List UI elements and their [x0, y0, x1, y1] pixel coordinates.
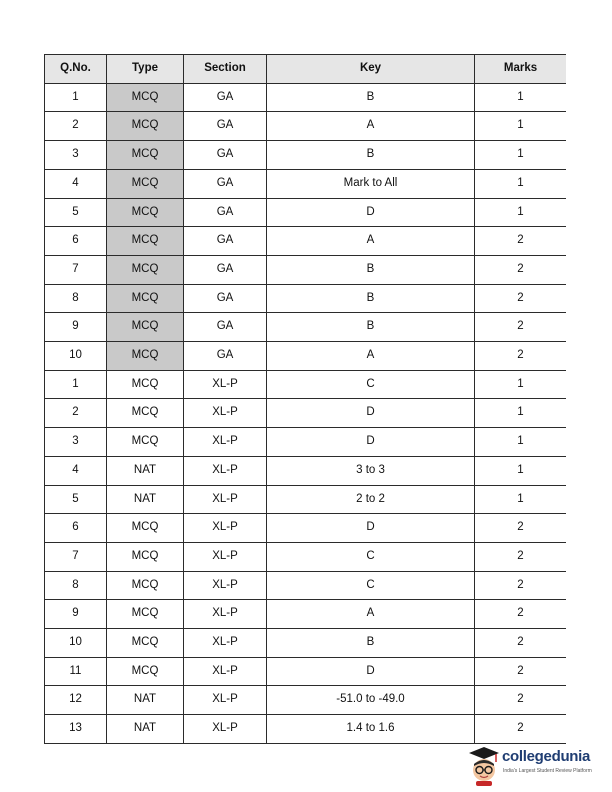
cell-marks: 1: [475, 112, 567, 141]
table-row: [45, 456, 567, 485]
cell-key: 1.4 to 1.6: [267, 715, 475, 744]
table-row: [45, 542, 567, 571]
cell-marks: 1: [475, 456, 567, 485]
cell-section: XL-P: [184, 456, 267, 485]
cell-qno: 3: [45, 141, 107, 170]
table-row: [45, 227, 567, 256]
cell-type: MCQ: [107, 399, 184, 428]
cell-key: D: [267, 399, 475, 428]
header-key: Key: [267, 55, 475, 84]
cell-section: XL-P: [184, 514, 267, 543]
cell-qno: 1: [45, 370, 107, 399]
cell-section: GA: [184, 83, 267, 112]
cell-marks: 2: [475, 284, 567, 313]
cell-qno: 4: [45, 169, 107, 198]
cell-section: XL-P: [184, 657, 267, 686]
cell-marks: 2: [475, 657, 567, 686]
table-row: [45, 198, 567, 227]
cell-type: MCQ: [107, 112, 184, 141]
cell-qno: 4: [45, 456, 107, 485]
table-row: [45, 342, 567, 371]
cell-type: MCQ: [107, 227, 184, 256]
table-row: [45, 428, 567, 457]
cell-key: 2 to 2: [267, 485, 475, 514]
cell-qno: 11: [45, 657, 107, 686]
cell-marks: 2: [475, 600, 567, 629]
cell-section: XL-P: [184, 399, 267, 428]
cell-type: MCQ: [107, 514, 184, 543]
cell-marks: 2: [475, 542, 567, 571]
cell-marks: 2: [475, 571, 567, 600]
cell-key: A: [267, 227, 475, 256]
logo-tagline: India's Largest Student Review Platform: [503, 768, 592, 774]
cell-key: B: [267, 629, 475, 658]
cell-key: Mark to All: [267, 169, 475, 198]
cell-marks: 2: [475, 514, 567, 543]
cell-key: A: [267, 342, 475, 371]
cell-marks: 1: [475, 169, 567, 198]
cell-qno: 5: [45, 485, 107, 514]
cell-type: NAT: [107, 715, 184, 744]
table-row: [45, 715, 567, 744]
cell-marks: 1: [475, 141, 567, 170]
cell-key: D: [267, 514, 475, 543]
table-row: [45, 514, 567, 543]
cell-section: XL-P: [184, 686, 267, 715]
logo-brand-text: collegedunia: [502, 748, 591, 765]
cell-qno: 2: [45, 112, 107, 141]
header-section: Section: [184, 55, 267, 84]
cell-section: GA: [184, 141, 267, 170]
table-row: [45, 629, 567, 658]
cell-section: GA: [184, 227, 267, 256]
cell-qno: 13: [45, 715, 107, 744]
cell-marks: 2: [475, 255, 567, 284]
cell-type: MCQ: [107, 629, 184, 658]
cell-qno: 6: [45, 514, 107, 543]
answer-key-table: [44, 54, 566, 744]
table-row: [45, 83, 567, 112]
cell-section: XL-P: [184, 600, 267, 629]
cell-qno: 8: [45, 571, 107, 600]
cell-section: XL-P: [184, 542, 267, 571]
cell-key: C: [267, 370, 475, 399]
cell-section: XL-P: [184, 428, 267, 457]
cell-marks: 2: [475, 342, 567, 371]
cell-key: C: [267, 571, 475, 600]
table-row: [45, 255, 567, 284]
table-row: [45, 600, 567, 629]
table-row: [45, 169, 567, 198]
cell-key: -51.0 to -49.0: [267, 686, 475, 715]
cell-qno: 10: [45, 342, 107, 371]
cell-section: XL-P: [184, 629, 267, 658]
table-row: [45, 313, 567, 342]
graduate-mascot-icon: [468, 746, 500, 786]
cell-type: NAT: [107, 485, 184, 514]
cell-type: MCQ: [107, 169, 184, 198]
cell-type: MCQ: [107, 657, 184, 686]
cell-qno: 10: [45, 629, 107, 658]
cell-qno: 6: [45, 227, 107, 256]
cell-marks: 2: [475, 629, 567, 658]
table-header-row: [45, 55, 567, 84]
cell-key: 3 to 3: [267, 456, 475, 485]
cell-key: A: [267, 112, 475, 141]
cell-marks: 1: [475, 399, 567, 428]
cell-key: D: [267, 428, 475, 457]
cell-qno: 7: [45, 542, 107, 571]
cell-qno: 9: [45, 313, 107, 342]
cell-qno: 1: [45, 83, 107, 112]
cell-key: B: [267, 83, 475, 112]
cell-section: XL-P: [184, 715, 267, 744]
table-row: [45, 370, 567, 399]
cell-qno: 12: [45, 686, 107, 715]
cell-key: B: [267, 313, 475, 342]
cell-key: D: [267, 198, 475, 227]
table-row: [45, 657, 567, 686]
cell-type: NAT: [107, 686, 184, 715]
cell-marks: 1: [475, 370, 567, 399]
cell-marks: 1: [475, 428, 567, 457]
cell-key: D: [267, 657, 475, 686]
cell-key: B: [267, 284, 475, 313]
table-row: [45, 112, 567, 141]
table-row: [45, 571, 567, 600]
cell-type: MCQ: [107, 198, 184, 227]
cell-section: XL-P: [184, 571, 267, 600]
cell-key: C: [267, 542, 475, 571]
collegedunia-logo: [468, 744, 610, 790]
cell-type: MCQ: [107, 284, 184, 313]
cell-type: MCQ: [107, 428, 184, 457]
cell-qno: 8: [45, 284, 107, 313]
cell-marks: 2: [475, 686, 567, 715]
table-row: [45, 399, 567, 428]
answer-key-sheet: [44, 54, 566, 744]
cell-key: B: [267, 141, 475, 170]
cell-key: A: [267, 600, 475, 629]
cell-section: XL-P: [184, 370, 267, 399]
cell-qno: 9: [45, 600, 107, 629]
table-row: [45, 141, 567, 170]
cell-type: MCQ: [107, 313, 184, 342]
cell-marks: 1: [475, 198, 567, 227]
cell-type: MCQ: [107, 571, 184, 600]
cell-section: XL-P: [184, 485, 267, 514]
cell-section: GA: [184, 342, 267, 371]
table-row: [45, 485, 567, 514]
cell-qno: 2: [45, 399, 107, 428]
cell-marks: 1: [475, 485, 567, 514]
table-row: [45, 284, 567, 313]
cell-type: MCQ: [107, 83, 184, 112]
table-body: [45, 83, 567, 743]
cell-type: MCQ: [107, 342, 184, 371]
table-row: [45, 686, 567, 715]
cell-marks: 2: [475, 227, 567, 256]
cell-section: GA: [184, 313, 267, 342]
cell-section: GA: [184, 255, 267, 284]
cell-section: GA: [184, 198, 267, 227]
cell-type: MCQ: [107, 255, 184, 284]
cell-key: B: [267, 255, 475, 284]
cell-type: NAT: [107, 456, 184, 485]
cell-qno: 7: [45, 255, 107, 284]
header-qno: Q.No.: [45, 55, 107, 84]
header-marks: Marks: [475, 55, 567, 84]
cell-section: GA: [184, 112, 267, 141]
cell-type: MCQ: [107, 600, 184, 629]
header-type: Type: [107, 55, 184, 84]
cell-section: GA: [184, 169, 267, 198]
cell-section: GA: [184, 284, 267, 313]
cell-qno: 5: [45, 198, 107, 227]
cell-marks: 2: [475, 313, 567, 342]
cell-marks: 1: [475, 83, 567, 112]
cell-marks: 2: [475, 715, 567, 744]
cell-qno: 3: [45, 428, 107, 457]
cell-type: MCQ: [107, 370, 184, 399]
cell-type: MCQ: [107, 542, 184, 571]
cell-type: MCQ: [107, 141, 184, 170]
